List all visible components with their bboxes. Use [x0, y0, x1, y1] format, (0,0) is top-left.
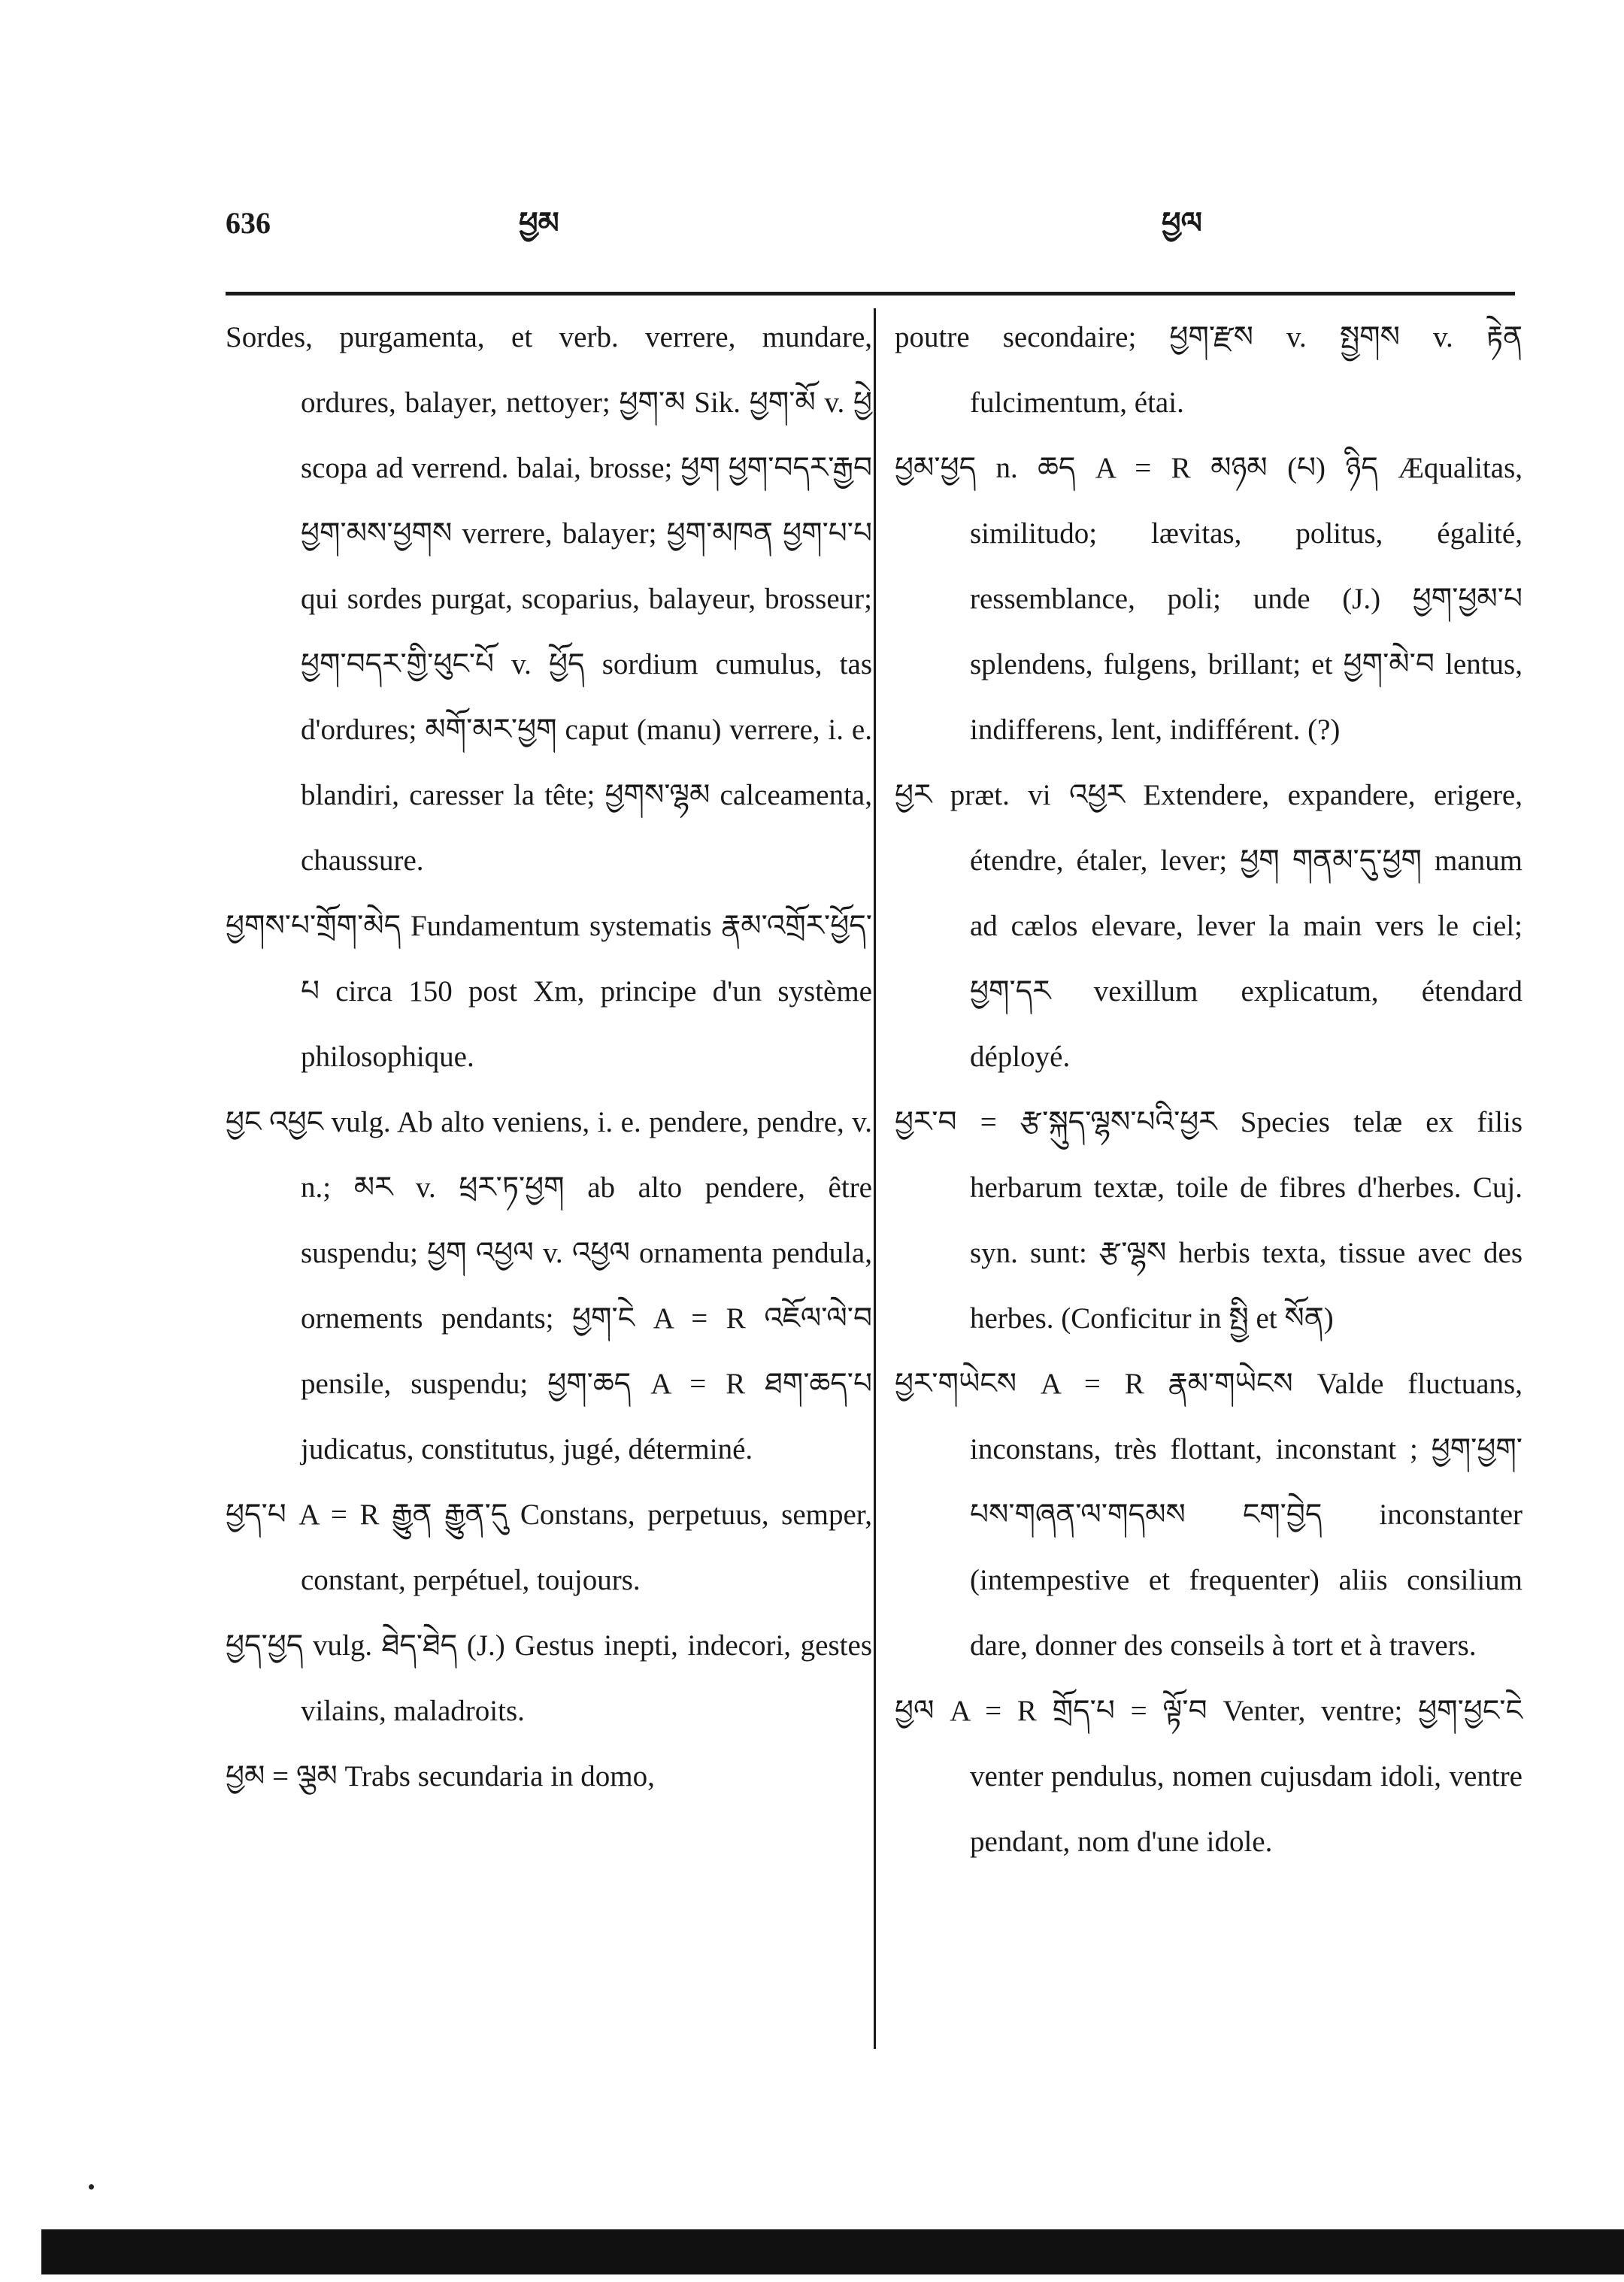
column-divider: [874, 308, 876, 2049]
right-column: [895, 305, 1522, 1874]
entry-continuation: poutre secondaire; ཕྱག་རྫས v. སྤྱགས v. རྟེན fulcimentum, étai.: [895, 321, 1522, 419]
dictionary-entry: ཕྱམ་ཕྱད n. ཆད A = R མཉམ (པ) ཉིད Æqualitas, similitudo; lævitas, politus, égalité, ressemblance, poli; unde (J.) ཕྱག་ཕྱམ་པ splendens, fulgens, brillant; et ཕྱག་མེ་བ lentus, indifferens, lent, indifférent. (?): [895, 452, 1522, 746]
scan-bottom-bar: [41, 2229, 1624, 2274]
page-number: 636: [226, 206, 271, 240]
entry-continuation: Sordes, purgamenta, et verb. verrere, mundare, ordures, balayer, nettoyer; ཕྱག་མ Sik. ཕྱག་མོ v. ཕྱེ scopa ad verrend. balai, brosse; ཕྱག ཕྱག་བདར་རྒྱབ ཕྱག་མས་ཕྱགས verrere, balayer; ཕྱག་མཁན ཕྱག་པ་པ qui sordes purgat, scoparius, balayeur, brosseur; ཕྱག་བདར་གྱི་ཕུང་པོ v. ཕྱོད sordium cumulus, tas d'ordures; མགོ་མར་ཕྱག caput (manu) verrere, i. e. blandiri, caresser la tête; ཕྱགས་ལྷམ calceamenta, chaussure.: [226, 321, 872, 877]
dictionary-entry: ཕྱར་བ = རྩ་སྐུད་ལྷས་པའི་ཕྱར Species telæ ex filis herbarum textæ, toile de fibres d'herbes. Cuj. syn. sunt: རྩ་ལྷས herbis texta, tissue avec des herbes. (Conficitur in སྤྱི et སོན): [895, 1106, 1522, 1335]
running-head-left: ཕྱམ: [519, 206, 559, 240]
dictionary-entry: ཕྱལ A = R གྲོད་པ = ལྟོ་བ Venter, ventre; ཕྱག་ཕྱང་ངེ venter pendulus, nomen cujusdam idoli, ventre pendant, nom d'une idole.: [895, 1695, 1522, 1858]
dictionary-entry: ཕྱར་གཡེངས A = R རྣམ་གཡེངས Valde fluctuans, inconstans, très flottant, inconstant ; ཕྱག་ཕྱག་པས་གཞན་ལ་གདམས ངག་བྱེད inconstanter (intempestive et frequenter) aliis consilium dare, donner des conseils à tort et à travers.: [895, 1368, 1522, 1662]
dictionary-entry: ཕྱད་པ A = R རྒྱུན རྒྱུན་དུ Constans, perpetuus, semper, constant, perpétuel, toujours.: [226, 1499, 872, 1596]
dictionary-entry: ཕྱགས་པ་གྲོག་མེད Fundamentum systematis རྣམ་འགྲོར་ཕྱོད་པ circa 150 post Xm, principe d'un système philosophique.: [226, 910, 872, 1073]
scan-speck: [89, 2184, 94, 2190]
dictionary-entry: ཕྱད་ཕྱད vulg. ཐེད་ཐེད (J.) Gestus inepti, indecori, gestes vilains, maladroits.: [226, 1629, 872, 1727]
dictionary-entry: ཕྱར præt. vi འཕྱར Extendere, expandere, erigere, étendre, étaler, lever; ཕྱག གནམ་དུ་ཕྱག manum ad cælos elevare, lever la main vers le ciel; ཕྱག་དར vexillum explicatum, étendard déployé.: [895, 779, 1522, 1073]
header-rule: [226, 292, 1515, 295]
dictionary-entry: ཕྱང འཕྱང vulg. Ab alto veniens, i. e. pendere, pendre, v. n.; མར v. ཕྲར་ཏ་ཕྱག ab alto pendere, être suspendu; ཕྱག འཕྱལ v. འཕྱལ ornamenta pendula, ornements pendants; ཕྱག་ངེ A = R འཇོལ་ལེ་བ pensile, suspendu; ཕྱག་ཆད A = R ཐག་ཆད་པ judicatus, constitutus, jugé, déterminé.: [226, 1106, 872, 1465]
running-head-right: ཕྱལ: [1162, 206, 1202, 240]
dictionary-entry: ཕྱམ = ལྕམ Trabs secundaria in domo,: [226, 1760, 655, 1793]
left-column: [226, 305, 872, 1809]
